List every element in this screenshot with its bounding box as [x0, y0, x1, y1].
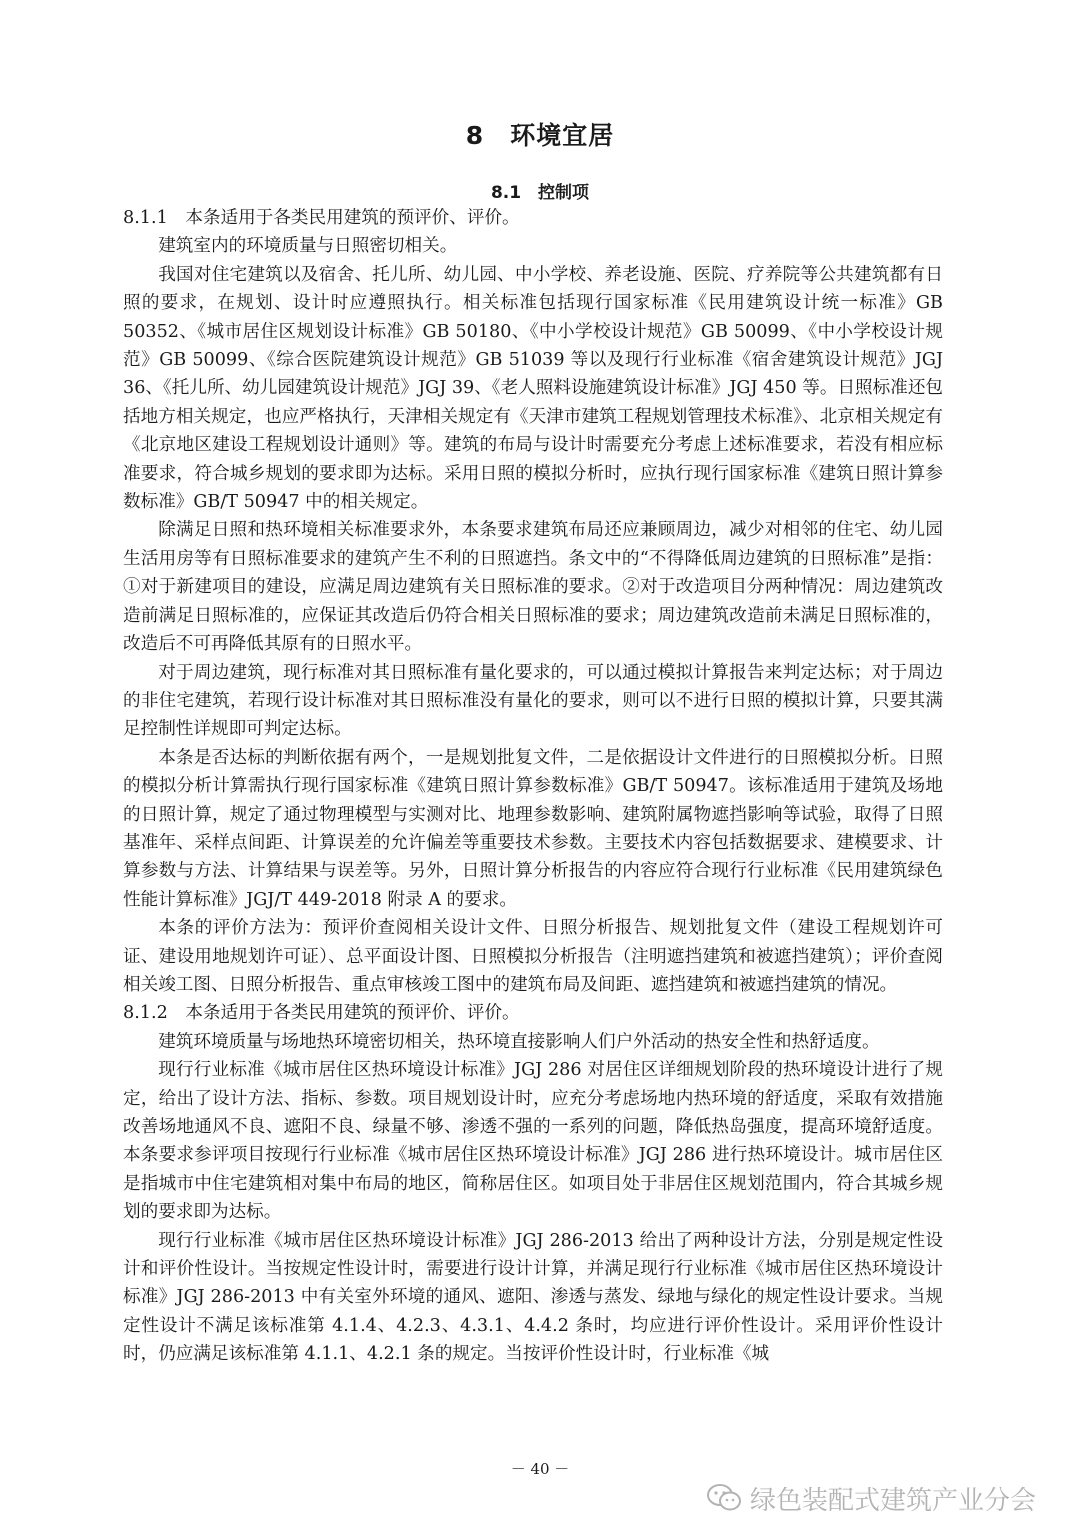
paragraph: 除满足日照和热环境相关标准要求外，本条要求建筑布局还应兼顾周边，减少对相邻的住宅、幼儿园生活用房等有日照标准要求的建筑产生不利的日照遮挡。条文中的“不得降低周边建筑的日照标准”是指：①对于新建项目的建设，应满足周边建筑有关日照标准的要求。②对于改造项目分两种情况：周边建筑改造前满足日照标准的，应保证其改造后仍符合相关日照标准的要求；周边建筑改造前未满足日照标准的，改造后不可再降低其原有的日照水平。	[123, 520, 943, 655]
page-number: － 40 －	[510, 1460, 570, 1478]
body-text	[123, 204, 943, 1369]
paragraph: 建筑室内的环境质量与日照密切相关。	[158, 236, 458, 257]
paragraph: 建筑环境质量与场地热环境密切相关，热环境直接影响人们户外活动的热安全性和热舒适度。	[158, 1031, 880, 1052]
paragraph: 我国对住宅建筑以及宿舍、托儿所、幼儿园、中小学校、养老设施、医院、疗养院等公共建筑都有日照的要求，在规划、设计时应遵照执行。相关标准包括现行国家标准《民用建筑设计统一标准》GB 50352、《城市居住区规划设计标准》GB 50180、《中小学校设计规范》GB 50099、《中小学校设计规范》GB 50099、《综合医院建筑设计规范》GB 51039 等以及现行行业标准《宿舍建筑设计规范》JGJ 36、《托儿所、幼儿园建筑设计规范》JGJ 39、《老人照料设施建筑设计标准》JGJ 450 等。日照标准还包括地方相关规定，也应严格执行，天津相关规定有《天津市建筑工程规划管理技术标准》、北京相关规定有《北京地区建设工程规划设计通则》等。建筑的布局与设计时需要充分考虑上述标准要求，若没有相应标准要求，符合城乡规划的要求即为达标。采用日照的模拟分析时，应执行现行国家标准《建筑日照计算参数标准》GB/T 50947 中的相关规定。	[123, 264, 944, 513]
paragraph: 现行行业标准《城市居住区热环境设计标准》JGJ 286 对居住区详细规划阶段的热环境设计进行了规定，给出了设计方法、指标、参数。项目规划设计时，应充分考虑场地内热环境的舒适度，采取有效措施改善场地通风不良、遮阳不良、绿量不够、渗透不强的一系列的问题，降低热岛强度，提高环境舒适度。本条要求参评项目按现行行业标准《城市居住区热环境设计标准》JGJ 286 进行热环境设计。城市居住区是指城市中住宅建筑相对集中布局的地区，简称居住区。如项目处于非居住区规划范围内，符合其城乡规划的要求即为达标。	[123, 1060, 943, 1223]
watermark-text: 绿色装配式建筑产业分会	[750, 1485, 1037, 1516]
paragraph: 现行行业标准《城市居住区热环境设计标准》JGJ 286-2013 给出了两种设计方法，分别是规定性设计和评价性设计。当按规定性设计时，需要进行设计计算，并满足现行行业标准《城市居住区热环境设计标准》JGJ 286-2013 中有关室外环境的通风、遮阳、渗透与蒸发、绿地与绿化的规定性设计要求。当规定性设计不满足该标准第 4.1.4、4.2.3、4.3.1、4.4.2 条时，均应进行评价性设计。采用评价性设计时，仍应满足该标准第 4.1.1、4.2.1 条的规定。当按评价性设计时，行业标准《城	[123, 1230, 943, 1365]
wechat-icon	[706, 1483, 742, 1513]
watermark	[706, 1478, 1036, 1518]
paragraph: 对于周边建筑，现行标准对其日照标准有量化要求的，可以通过模拟计算报告来判定达标；对于周边的非住宅建筑，若现行设计标准对其日照标准没有量化的要求，则可以不进行日照的模拟计算，只要其满足控制性详规即可判定达标。	[123, 662, 943, 740]
paragraph: 本条的评价方法为：预评价查阅相关设计文件、日照分析报告、规划批复文件（建设工程规划许可证、建设用地规划许可证）、总平面设计图、日照模拟分析报告（注明遮挡建筑和被遮挡建筑）；评价查阅相关竣工图、日照分析报告、重点审核竣工图中的建筑布局及间距、遮挡建筑和被遮挡建筑的情况。	[123, 918, 943, 995]
clause-paragraph: 8.1.1 本条适用于各类民用建筑的预评价、评价。	[123, 208, 520, 228]
section-title: 8.1 控制项	[490, 183, 590, 203]
paragraph: 本条是否达标的判断依据有两个，一是规划批复文件，二是依据设计文件进行的日照模拟分析。日照的模拟分析计算需执行现行国家标准《建筑日照计算参数标准》GB/T 50947。该标准适用于建筑及场地的日照计算，规定了通过物理模型与实测对比、地理参数影响、建筑附属物遮挡影响等试验，取得了日照基准年、采样点间距、计算误差的允许偏差等重要技术参数。主要技术内容包括数据要求、建模要求、计算参数与方法、计算结果与误差等。另外，日照计算分析报告的内容应符合现行行业标准《民用建筑绿色性能计算标准》JGJ/T 449-2018 附录 A 的要求。	[123, 747, 943, 910]
chapter-title: 8 环境宜居	[465, 121, 615, 150]
clause-paragraph: 8.1.2 本条适用于各类民用建筑的预评价、评价。	[123, 1003, 520, 1024]
